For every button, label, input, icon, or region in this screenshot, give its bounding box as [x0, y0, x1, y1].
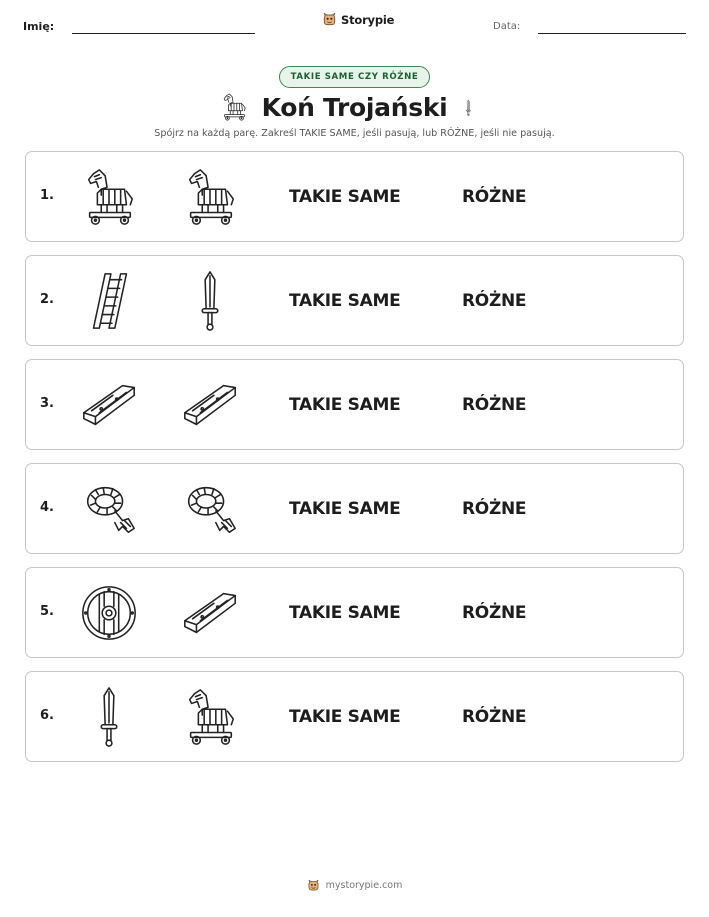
exercise-row-3 — [25, 359, 684, 450]
brand-name: Storypie — [341, 12, 395, 27]
row-number: 6. — [40, 708, 54, 723]
option-different[interactable]: RÓŻNE — [462, 499, 527, 519]
date-label: Data: — [493, 21, 521, 32]
row-number: 4. — [40, 500, 54, 515]
rope-icon — [78, 478, 140, 540]
sword-icon — [466, 93, 484, 123]
option-same[interactable]: TAKIE SAME — [289, 707, 401, 727]
worksheet-type-badge: TAKIE SAME CZY RÓŻNE — [279, 66, 430, 88]
trojan-horse-icon — [179, 686, 241, 748]
row-number: 5. — [40, 604, 54, 619]
trojan-horse-icon — [78, 166, 140, 228]
row-number: 1. — [40, 188, 54, 203]
option-different[interactable]: RÓŻNE — [462, 707, 527, 727]
shield-icon — [78, 582, 140, 644]
name-line[interactable] — [72, 33, 255, 34]
option-different[interactable]: RÓŻNE — [462, 187, 527, 207]
exercise-row-4 — [25, 463, 684, 554]
option-same[interactable]: TAKIE SAME — [289, 395, 401, 415]
exercise-row-5 — [25, 567, 684, 658]
exercise-row-2 — [25, 255, 684, 346]
footer — [0, 879, 709, 892]
option-same[interactable]: TAKIE SAME — [289, 187, 401, 207]
date-line[interactable] — [538, 33, 686, 34]
trojan-horse-icon — [179, 166, 241, 228]
row-number: 2. — [40, 292, 54, 307]
sword-icon — [78, 686, 140, 748]
option-different[interactable]: RÓŻNE — [462, 291, 527, 311]
ladder-icon — [78, 270, 140, 332]
instructions: Spójrz na każdą parę. Zakreśl TAKIE SAME, jeśli pasują, lub RÓŻNE, jeśli nie pasują. — [154, 128, 555, 139]
wood-plank-icon — [179, 374, 241, 436]
wood-plank-icon — [78, 374, 140, 436]
wood-plank-icon — [179, 582, 241, 644]
mascot-icon — [307, 879, 320, 892]
exercise-row-6 — [25, 671, 684, 762]
row-number: 3. — [40, 396, 54, 411]
footer-url[interactable]: mystorypie.com — [325, 880, 403, 891]
rope-icon — [179, 478, 241, 540]
exercise-row-1 — [25, 151, 684, 242]
option-different[interactable]: RÓŻNE — [462, 603, 527, 623]
mascot-icon — [322, 12, 337, 27]
option-same[interactable]: TAKIE SAME — [289, 499, 401, 519]
option-same[interactable]: TAKIE SAME — [289, 291, 401, 311]
sword-icon — [179, 270, 241, 332]
storypie-logo — [322, 12, 394, 27]
option-same[interactable]: TAKIE SAME — [289, 603, 401, 623]
option-different[interactable]: RÓŻNE — [462, 395, 527, 415]
page-title: Koń Trojański — [261, 93, 448, 122]
name-label: Imię: — [23, 20, 55, 33]
